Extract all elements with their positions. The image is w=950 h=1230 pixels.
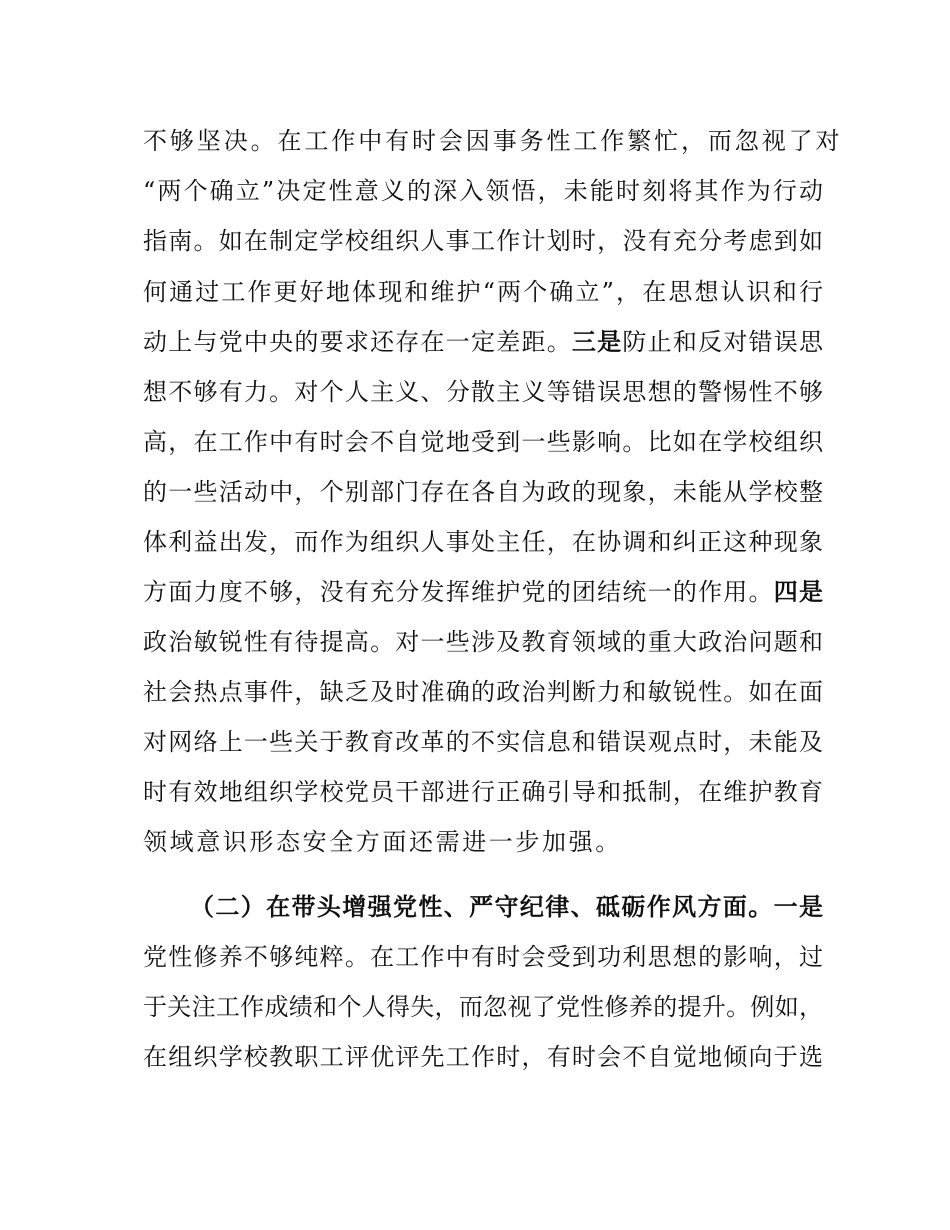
- text-line: 领域意识形态安全方面还需进一步加强。: [143, 828, 622, 856]
- text-line: 于关注工作成绩和个人得失，而忽视了党性修养的提升。例如，: [143, 993, 823, 1021]
- text-line: 对网络上一些关于教育改革的不实信息和错误观点时，未能及: [143, 728, 823, 756]
- text-line: [143, 575, 823, 609]
- text-line: 的一些活动中，个别部门存在各自为政的现象，未能从学校整: [143, 478, 823, 506]
- text-segment: 动上与党中央的要求还存在一定差距。: [143, 328, 572, 356]
- text-line: “两个确立”决定性意义的深入领悟，未能时刻将其作为行动: [143, 177, 823, 205]
- text-segment: 方面力度不够，没有充分发挥维护党的团结统一的作用。: [143, 578, 774, 606]
- text-line: 高，在工作中有时会不自觉地受到一些影响。比如在学校组织: [143, 428, 823, 456]
- text-line: 想不够有力。对个人主义、分散主义等错误思想的警惕性不够: [143, 378, 823, 406]
- text-line: 社会热点事件，缺乏及时准确的政治判断力和敏锐性。如在面: [143, 678, 823, 706]
- text-line: 指南。如在制定学校组织人事工作计划时，没有充分考虑到如: [143, 227, 823, 255]
- text-segment: 防止和反对错误思: [622, 328, 824, 356]
- text-line: 体利益出发，而作为组织人事处主任，在协调和纠正这种现象: [143, 528, 823, 556]
- section-heading: （二）在带头增强党性、严守纪律、砥砺作风方面。一是: [190, 893, 823, 921]
- text-line: 不够坚决。在工作中有时会因事务性工作繁忙，而忽视了对: [143, 127, 843, 155]
- text-line: 政治敏锐性有待提高。对一些涉及教育领域的重大政治问题和: [143, 628, 823, 656]
- text-line: 何通过工作更好地体现和维护“两个确立”，在思想认识和行: [143, 278, 823, 306]
- bold-marker: 四是: [773, 578, 824, 606]
- text-line: 在组织学校教职工评优评先工作时，有时会不自觉地倾向于选: [143, 1043, 823, 1071]
- text-line: 党性修养不够纯粹。在工作中有时会受到功利思想的影响，过: [143, 943, 823, 971]
- text-line: 时有效地组织学校党员干部进行正确引导和抵制，在维护教育: [143, 778, 823, 806]
- text-line: [143, 325, 823, 359]
- bold-marker: 三是: [571, 328, 623, 356]
